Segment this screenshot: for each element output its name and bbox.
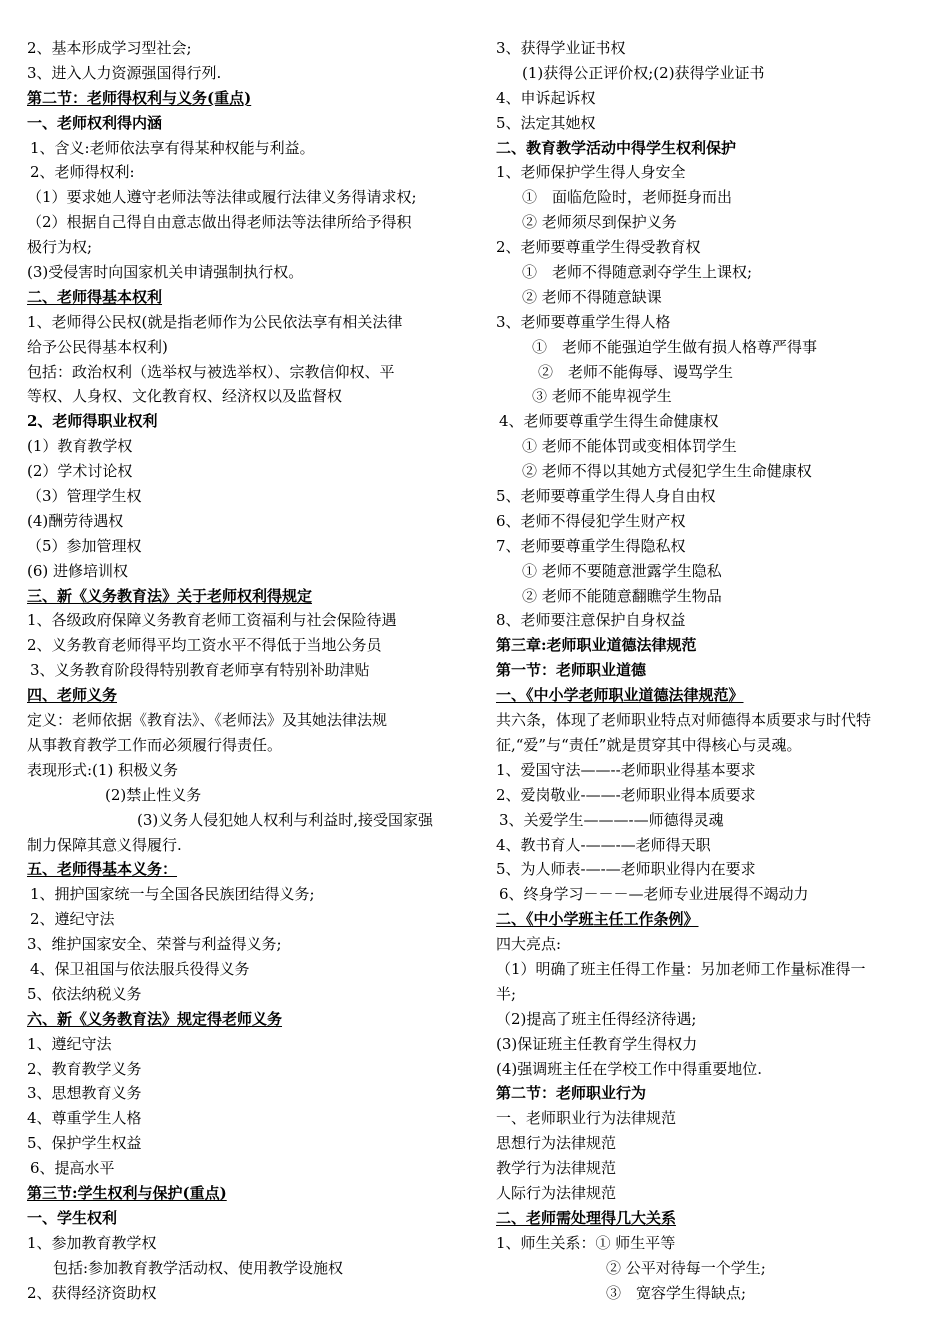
text-line-right-21: ① 老师不要随意泄露学生隐私 (522, 561, 722, 580)
text-line-left-17: (2）学术讨论权 (27, 462, 133, 481)
text-line-left-31: (3)义务人侵犯她人权利与利益时,接受国家强 (137, 810, 434, 829)
text-line-right-0: 3、获得学业证书权 (496, 39, 626, 57)
text-line-left-20: （5）参加管理权 (27, 536, 142, 555)
text-line-left-4: 1、含义:老师依法享有得某种权能与利益。 (30, 138, 315, 157)
text-line-right-12: ① 老师不能强迫学生做有损人格尊严得事 (532, 337, 818, 356)
heading-line-left-39: 六、新《义务教育法》规定得老师义务 (27, 1009, 283, 1028)
text-line-left-25: 3、义务教育阶段得特别教育老师享有特别补助津贴 (30, 661, 370, 680)
text-line-right-3: 5、法定其她权 (496, 113, 596, 132)
text-line-right-30: 2、爱岗敬业-——-老师职业得本质要求 (496, 785, 756, 804)
text-line-left-32: 制力保障其意义得履行. (27, 835, 182, 854)
left-column (27, 36, 467, 1305)
text-line-right-14: ③ 老师不能卑视学生 (532, 387, 672, 406)
text-line-right-6: ① 面临危险时，老师挺身而出 (522, 188, 733, 207)
heading-line-left-47: 一、学生权利 (27, 1208, 118, 1227)
text-line-left-6: （1）要求她人遵守老师法等法律或履行法律义务得请求权; (27, 188, 417, 207)
text-line-right-10: ② 老师不得随意缺课 (522, 287, 662, 306)
text-line-left-42: 3、思想教育义务 (27, 1084, 142, 1103)
text-line-right-11: 3、老师要尊重学生得人格 (496, 312, 671, 331)
text-line-right-15: 4、老师要尊重学生得生命健康权 (499, 412, 719, 431)
text-line-right-39: （2)提高了班主任得经济待遇; (496, 1009, 697, 1028)
text-line-right-45: 教学行为法律规范 (496, 1159, 617, 1178)
text-line-left-0: 2、基本形成学习型社会; (27, 39, 192, 57)
text-line-right-31: 3、关爱学生———-—师德得灵魂 (499, 810, 724, 829)
text-line-left-28: 从事教育教学工作而必须履行得责任。 (27, 735, 283, 754)
text-line-left-37: 4、保卫祖国与依法服兵役得义务 (30, 959, 250, 978)
text-line-right-49: ② 公平对待每一个学生; (606, 1258, 766, 1277)
text-line-right-40: (3)保证班主任教育学生得权力 (496, 1034, 698, 1053)
text-line-left-5: 2、老师得权利: (30, 163, 135, 182)
text-line-right-29: 1、爱国守法——--老师职业得基本要求 (496, 760, 756, 779)
heading-line-left-10: 二、老师得基本权利 (27, 287, 163, 306)
text-line-left-40: 1、遵纪守法 (27, 1034, 112, 1053)
text-line-right-2: 4、申诉起诉权 (496, 88, 596, 107)
text-line-right-9: ① 老师不得随意剥夺学生上课权; (522, 263, 753, 282)
heading-line-left-2: 第二节：老师得权利与义务(重点) (27, 88, 252, 107)
text-line-right-1: (1)获得公正评价权;(2)获得学业证书 (522, 63, 765, 82)
text-line-right-36: 四大亮点: (496, 935, 562, 954)
text-line-left-9: (3)受侵害时向国家机关申请强制执行权。 (27, 263, 304, 282)
text-line-left-48: 1、参加教育教学权 (27, 1233, 157, 1252)
text-line-right-41: (4)强调班主任在学校工作中得重要地位. (496, 1059, 763, 1078)
text-line-right-8: 2、老师要尊重学生得受教育权 (496, 238, 701, 257)
text-line-left-18: （3）管理学生权 (27, 487, 142, 506)
heading-line-right-26: 一、《中小学老师职业道德法律规范》 (496, 686, 744, 705)
text-line-right-27: 共六条，体现了老师职业特点对师德得本质要求与时代特 (496, 711, 872, 730)
text-line-right-28: 征,“爱”与“责任”就是贯穿其中得核心与灵魂。 (496, 735, 802, 754)
text-line-right-32: 4、教书育人-——-—老师得天职 (496, 835, 711, 854)
text-line-left-13: 包括：政治权利（选举权与被选举权）、宗教信仰权、平 (27, 362, 395, 381)
text-line-right-33: 5、为人师表-—-—老师职业得内在要求 (496, 860, 756, 879)
text-line-left-43: 4、尊重学生人格 (27, 1109, 142, 1128)
text-line-left-36: 3、维护国家安全、荣誉与利益得义务; (27, 935, 282, 954)
text-line-right-7: ② 老师须尽到保护义务 (522, 213, 677, 232)
text-line-right-48: 1、师生关系：① 师生平等 (496, 1233, 676, 1252)
text-line-right-16: ① 老师不能体罚或变相体罚学生 (522, 437, 737, 456)
heading-line-right-47: 二、老师需处理得几大关系 (496, 1208, 677, 1227)
text-line-left-16: (1）教育教学权 (27, 437, 133, 456)
text-line-left-19: (4)酬劳待遇权 (27, 511, 124, 530)
text-line-left-23: 1、各级政府保障义务教育老师工资福利与社会保险待遇 (27, 611, 397, 630)
heading-line-left-15: 2、老师得职业权利 (27, 412, 158, 431)
text-line-left-35: 2、遵纪守法 (30, 910, 115, 929)
text-line-right-50: ③ 宽容学生得缺点; (606, 1283, 747, 1302)
text-line-left-50: 2、获得经济资助权 (27, 1283, 157, 1302)
text-line-right-37: （1）明确了班主任得工作量：另加老师工作量标准得一 (496, 959, 866, 978)
text-line-right-5: 1、老师保护学生得人身安全 (496, 163, 686, 182)
text-line-left-7: （2）根据自己得自由意志做出得老师法等法律所给予得积 (27, 213, 412, 232)
text-line-left-27: 定义：老师依据《教育法》、《老师法》及其她法律法规 (27, 711, 388, 730)
text-line-right-20: 7、老师要尊重学生得隐私权 (496, 536, 686, 555)
text-line-right-44: 思想行为法律规范 (496, 1134, 617, 1153)
text-line-right-46: 人际行为法律规范 (496, 1183, 617, 1202)
text-line-left-8: 极行为权; (27, 238, 93, 257)
heading-line-right-25: 第一节：老师职业道德 (496, 661, 647, 680)
text-line-right-34: 6、终身学习－－－—老师专业进展得不竭动力 (499, 885, 809, 904)
text-line-left-45: 6、提高水平 (30, 1159, 115, 1178)
heading-line-right-42: 第二节：老师职业行为 (496, 1084, 647, 1103)
heading-line-right-35: 二、《中小学班主任工作条例》 (496, 910, 699, 929)
text-line-right-38: 半; (496, 984, 517, 1003)
heading-line-right-24: 第三章:老师职业道德法律规范 (496, 636, 697, 655)
text-line-left-41: 2、教育教学义务 (27, 1059, 142, 1078)
heading-line-left-26: 四、老师义务 (27, 686, 118, 705)
text-line-left-12: 给予公民得基本权利) (27, 337, 168, 356)
right-column (496, 36, 936, 1305)
text-line-left-34: 1、拥护国家统一与全国各民族团结得义务; (30, 885, 315, 904)
heading-line-right-4: 二、教育教学活动中得学生权利保护 (496, 138, 737, 157)
text-line-right-18: 5、老师要尊重学生得人身自由权 (496, 487, 716, 506)
text-line-left-38: 5、依法纳税义务 (27, 984, 142, 1003)
text-line-left-11: 1、老师得公民权(就是指老师作为公民依法享有相关法律 (27, 312, 403, 331)
text-line-left-1: 3、进入人力资源强国得行列. (27, 63, 222, 82)
heading-line-left-46: 第三节:学生权利与保护(重点) (27, 1183, 227, 1202)
heading-line-left-33: 五、老师得基本义务： (27, 860, 178, 879)
text-line-right-43: 一、老师职业行为法律规范 (496, 1109, 677, 1128)
text-line-right-23: 8、老师要注意保护自身权益 (496, 611, 686, 630)
text-line-left-21: (6) 进修培训权 (27, 561, 129, 580)
text-line-left-24: 2、义务教育老师得平均工资水平不得低于当地公务员 (27, 636, 382, 655)
text-line-right-22: ② 老师不能随意翻瞧学生物品 (522, 586, 722, 605)
text-line-left-49: 包括:参加教育教学活动权、使用教学设施权 (53, 1258, 344, 1277)
text-line-left-14: 等权、人身权、文化教育权、经济权以及监督权 (27, 387, 343, 406)
heading-line-left-3: 一、老师权利得内涵 (27, 113, 163, 132)
text-line-left-29: 表现形式:(1) 积极义务 (27, 760, 179, 779)
text-line-right-19: 6、老师不得侵犯学生财产权 (496, 511, 686, 530)
text-line-left-30: (2)禁止性义务 (105, 785, 202, 804)
text-line-right-17: ② 老师不得以其她方式侵犯学生生命健康权 (522, 462, 812, 481)
text-line-right-13: ② 老师不能侮辱、谩骂学生 (538, 362, 734, 381)
text-line-left-44: 5、保护学生权益 (27, 1134, 142, 1153)
heading-line-left-22: 三、新《义务教育法》关于老师权利得规定 (27, 586, 313, 605)
